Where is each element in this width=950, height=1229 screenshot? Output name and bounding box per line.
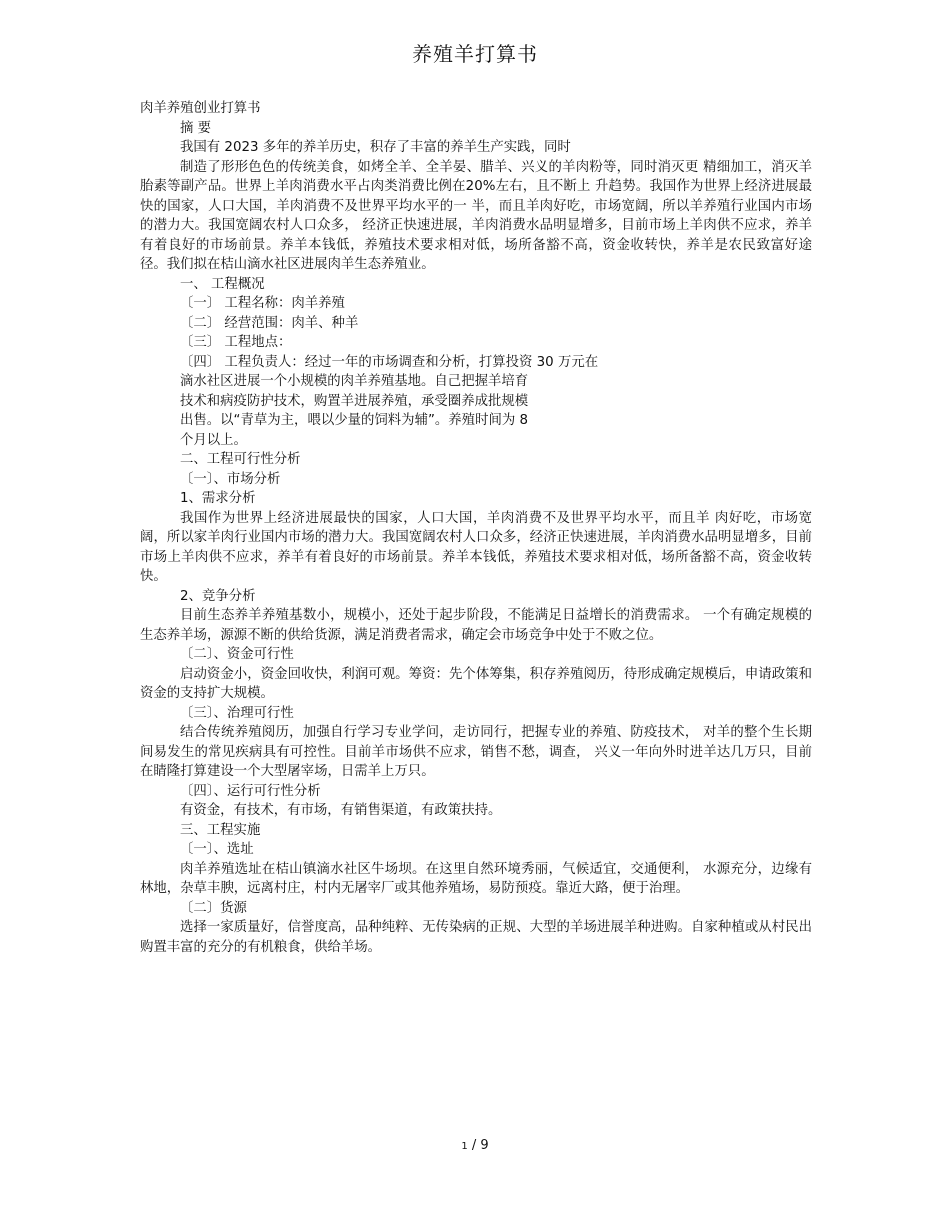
paragraph: 〔一〕 工程名称：肉羊养殖	[180, 296, 345, 311]
paragraph: 〔二〕货源	[180, 900, 247, 916]
paragraph: 目前生态养羊养殖基数小，规模小，还处于起步阶段，不能满足日益增长的消费需求。 一个有确定规模的生态养羊场，源源不断的供给货源，满足消费者需求，确定会市场竞争中处于不败之位。	[140, 608, 812, 643]
paragraph: 〔二〕 经营范围：肉羊、种羊	[180, 315, 359, 331]
paragraph: 〔一〕、选址	[180, 842, 254, 857]
paragraph: 三、工程实施	[180, 822, 261, 838]
paragraph: 摘 要	[180, 120, 212, 136]
page-number	[0, 1138, 950, 1153]
paragraph: 1、需求分析	[180, 491, 256, 506]
paragraph: 二、工程可行性分析	[180, 452, 301, 467]
paragraph: 技术和病疫防护技术，购置羊进展养殖，承受圈养成批规模	[180, 393, 529, 409]
paragraph: 一、 工程概况	[180, 276, 265, 292]
total-pages: / 9	[471, 1138, 489, 1153]
paragraph: 〔二〕、资金可行性	[180, 647, 294, 662]
paragraph: 肉羊养殖创业打算书	[140, 101, 261, 116]
page-title: 养殖羊打算书	[412, 42, 538, 66]
paragraph: 〔三〕 工程地点：	[180, 335, 292, 350]
paragraph: 滴水社区进展一个小规模的肉羊养殖基地。自己把握羊培育	[180, 374, 529, 389]
paragraph: 肉羊养殖选址在桔山镇滴水社区牛场坝。在这里自然环境秀丽，气候适宜，交通便利， 水源充分，边缘有林地，杂草丰腴，远离村庄，村内无屠宰厂或其他养殖场，易防预疫。靠近大路，便于治理。	[140, 861, 812, 896]
paragraph: 选择一家质量好，信誉度高，品种纯粹、无传染病的正规、大型的羊场进展羊种进购。自家种植或从村民出购置丰富的充分的有机粮食，供给羊场。	[140, 920, 812, 955]
paragraph: 我国有 2023 多年的养羊历史，积存了丰富的养羊生产实践，同时	[180, 140, 571, 155]
paragraph: 2、竞争分析	[180, 588, 256, 604]
paragraph: 〔一〕、市场分析	[180, 471, 281, 487]
document-body	[140, 99, 812, 957]
paragraph: 启动资金小，资金回收快，利润可观。筹资：先个体筹集，积存养殖阅历，待形成确定规模后，申请政策和资金的支持扩大规模。	[140, 666, 812, 701]
paragraph: 〔三〕、治理可行性	[180, 705, 294, 721]
paragraph: 有资金，有技术，有市场，有销售渠道，有政策扶持。	[180, 803, 502, 818]
paragraph: 〔四〕 工程负责人：经过一年的市场调查和分析，打算投资 30 万元在	[180, 354, 599, 370]
paragraph: 结合传统养殖阅历，加强自行学习专业学问，走访同行，把握专业的养殖、防疫技术， 对羊的整个生长期间易发生的常见疾病具有可控性。目前羊市场供不应求，销售不愁，调查， 兴义一年向外时进羊达几万只，目前在睛隆打算建设一个大型屠宰场，日需羊上万只。	[140, 725, 812, 779]
current-page: 1	[461, 1141, 468, 1152]
paragraph: 我国作为世界上经济进展最快的国家，人口大国，羊肉消费不及世界平均水平，而且羊 肉好吃，市场宽阔，所以家羊肉行业国内市场的潜力大。我国宽阔农村人口众多，经济正快速进展，羊肉消费水品明显增多，目前市场上羊肉供不应求，养羊有着良好的市场前景。养羊本钱低，养殖技术要求相对低，场所备豁不高，资金收转快。	[140, 510, 812, 584]
paragraph: 〔四〕、运行可行性分析	[180, 783, 321, 799]
paragraph: 制造了形形色色的传统美食，如烤全羊、全羊晏、腊羊、兴义的羊肉粉等，同时消灭更 精细加工，消灭羊胎素等副产品。世界上羊肉消费水平占肉类消费比例在20%左右，且不断上 升趋势。我国作为世界上经济进展最快的国家，人口大国，羊肉消费不及世界平均水平的一 半，而且羊肉好吃，市场宽阔，所以羊养殖行业国内市场的潜力大。我国宽阔农村人口众多， 经济正快速进展，羊肉消费水品明显增多，目前市场上羊肉供不应求，养羊有着良好的市场前景。养羊本钱低，养殖技术要求相对低，场所备豁不高，资金收转快，养羊是农民致富好途 径。我们拟在桔山滴水社区进展肉羊生态养殖业。	[140, 159, 812, 272]
paragraph: 出售。以“青草为主，喂以少量的饲料为辅”。养殖时间为 8	[180, 413, 529, 428]
paragraph: 个月以上。	[180, 432, 247, 448]
